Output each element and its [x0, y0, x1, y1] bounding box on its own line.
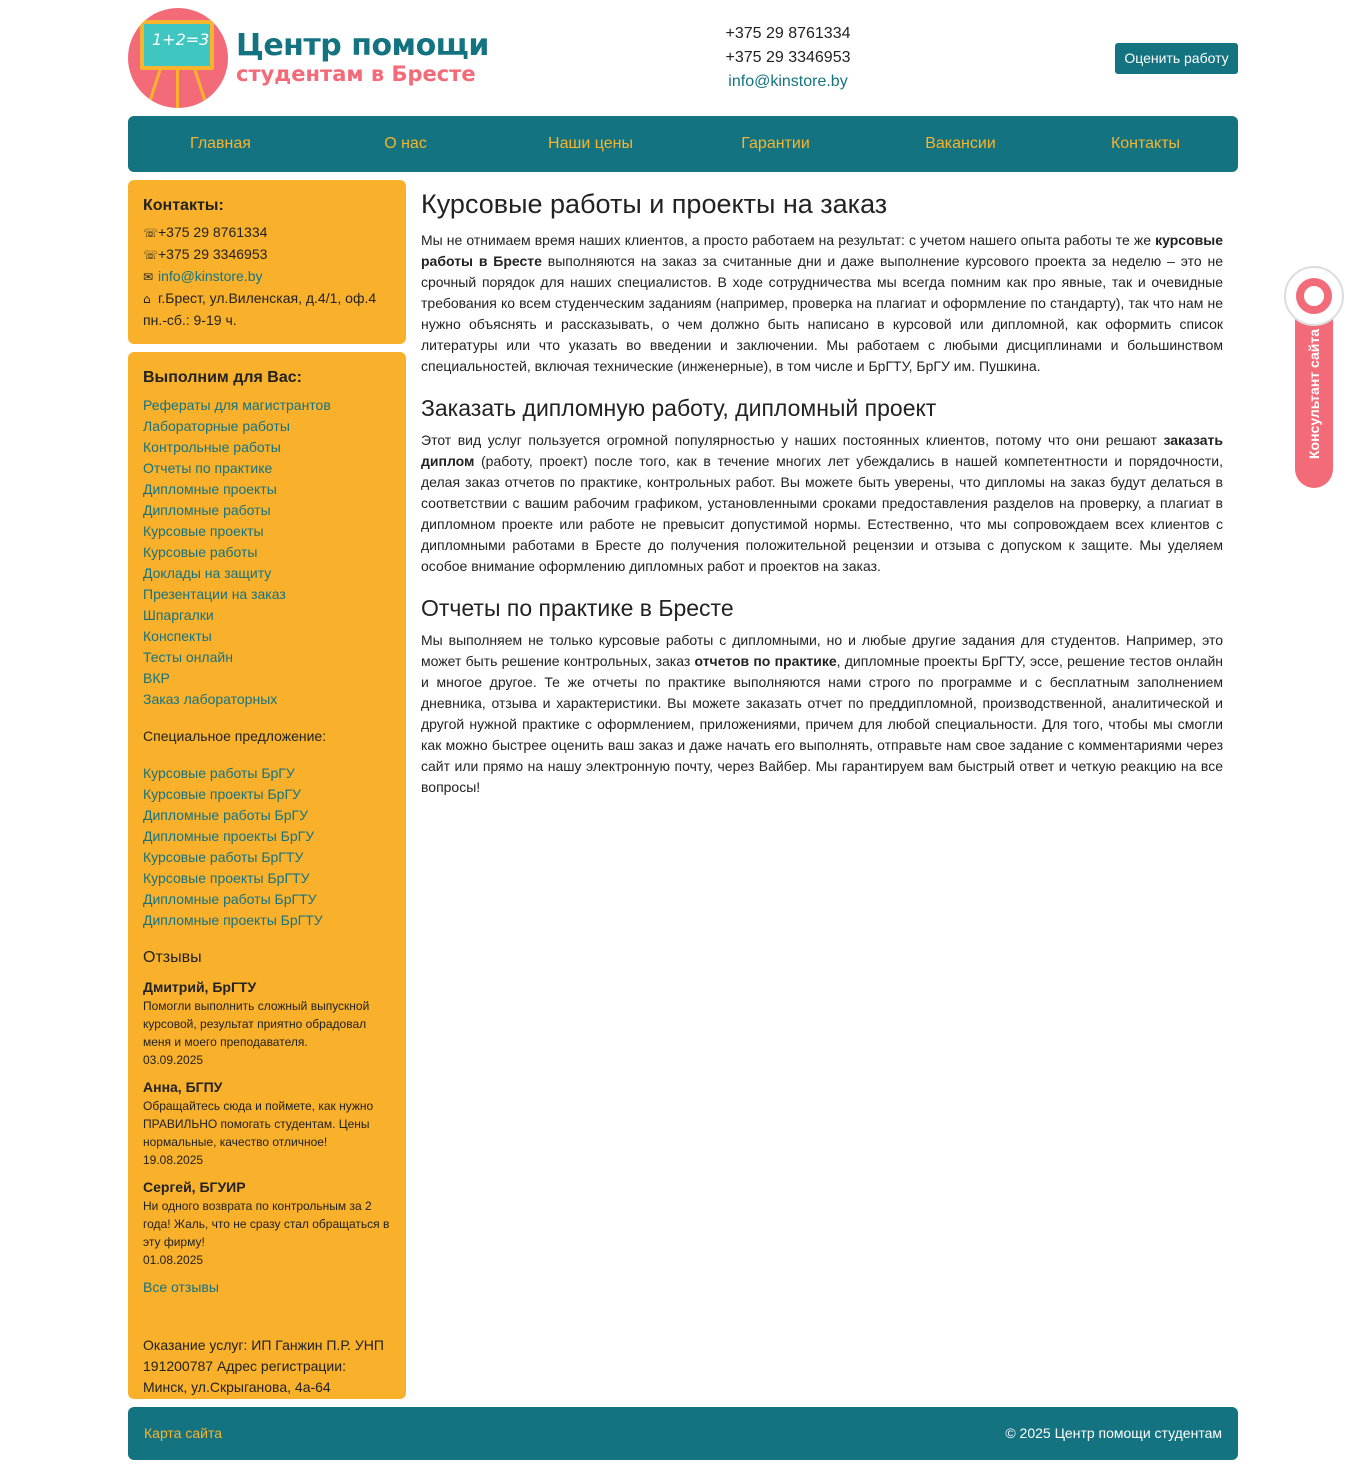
review-date: 01.08.2025 — [143, 1253, 204, 1267]
bold-keyword: заказать диплом — [421, 432, 1223, 469]
contact-hours: пн.-сб.: 9-19 ч. — [143, 312, 237, 328]
special-offer-link[interactable]: Дипломные работы БрГУ — [143, 807, 308, 823]
review-author: Сергей, БГУИР — [143, 1179, 246, 1195]
intro-paragraph: Мы не отнимаем время наших клиентов, а просто работаем на результат: с учетом нашего опыта работы те же курсовые работы в Бресте выполняются на заказ за считанные дни и даже выполнение курсового проекта за неделю – это не срочный порядок для наших специалистов. В ходе сотрудничества мы всегда помним как про явные, так и очевидные требования ко всем студенческим заданиям (например, проверка на плагиат и оформление по стандарту), так что нам не нужно объяснять и рассказывать, о чем должно быть написано в курсовой или дипломной, как оформить список литературы или что указать во введении и заключении. Мы работаем с любыми дисциплинами и большинством специальностей, включая технические (инженерные), в том числе и БрГТУ, БрГУ им. Пушкина. — [421, 232, 1224, 374]
page-title: Курсовые работы и проекты на заказ — [421, 189, 888, 219]
service-link[interactable]: Доклады на защиту — [143, 565, 272, 581]
site-header — [128, 8, 1238, 108]
service-link[interactable]: Конспекты — [143, 628, 212, 644]
nav-item-about[interactable]: О нас — [384, 135, 427, 152]
legal-info: Оказание услуг: ИП Ганжин П.Р. УНП 191200787 Адрес регистрации: Минск, ул.Скрыганова, 4а-64 — [143, 1337, 384, 1395]
contact-phone-2[interactable]: +375 29 3346953 — [158, 246, 268, 262]
phone-icon: ☏ — [143, 226, 159, 240]
review-author: Дмитрий, БрГТУ — [143, 979, 257, 995]
contact-email-link[interactable]: info@kinstore.by — [158, 268, 263, 284]
contact-phone-1-row — [143, 222, 391, 244]
sidebar-services — [128, 352, 406, 1399]
service-link[interactable]: Контрольные работы — [143, 439, 281, 455]
special-offer-link[interactable]: Дипломные проекты БрГУ — [143, 828, 315, 844]
contact-phone-1[interactable]: +375 29 8761334 — [158, 224, 268, 240]
ring-icon — [1296, 278, 1332, 314]
bold-keyword: курсовые работы в Бресте — [421, 232, 1223, 269]
header-contacts — [688, 22, 888, 94]
chalkboard-icon — [140, 20, 214, 70]
service-link[interactable]: Шпаргалки — [143, 607, 214, 623]
contact-email-row — [143, 266, 391, 288]
main-content — [421, 186, 1223, 798]
contacts-title: Контакты: — [143, 197, 224, 214]
review-date: 03.09.2025 — [143, 1053, 204, 1067]
service-link[interactable]: Презентации на заказ — [143, 586, 286, 602]
special-offer-link[interactable]: Курсовые проекты БрГУ — [143, 786, 301, 802]
site-title[interactable]: Центр помощи — [236, 28, 489, 63]
nav-item-home[interactable]: Главная — [190, 135, 251, 152]
service-link[interactable]: Отчеты по практике — [143, 460, 273, 476]
contact-address: г.Брест, ул.Виленская, д.4/1, оф.4 — [158, 290, 377, 306]
envelope-icon: ✉ — [143, 270, 154, 284]
header-email-link[interactable]: info@kinstore.by — [728, 73, 848, 90]
bold-keyword: отчетов по практике — [694, 653, 837, 669]
consultant-label[interactable]: Консультант сайта — [1306, 328, 1322, 460]
easel-leg — [193, 69, 209, 108]
service-link[interactable]: Рефераты для магистрантов — [143, 397, 331, 413]
service-link[interactable]: Заказ лабораторных — [143, 691, 278, 707]
nav-item-contacts[interactable]: Контакты — [1110, 135, 1181, 152]
review-text: Ни одного возврата по контрольным за 2 года! Жаль, что не сразу стал обращаться в эту фирму! — [143, 1199, 390, 1249]
special-offer-title: Специальное предложение: — [143, 728, 327, 744]
easel-leg — [176, 68, 179, 108]
service-link[interactable]: Дипломные проекты — [143, 481, 277, 497]
special-offer-link[interactable]: Курсовые работы БрГТУ — [143, 849, 304, 865]
header-phone-1[interactable]: +375 29 8761334 — [725, 25, 851, 42]
logo-icon[interactable] — [128, 8, 228, 108]
nav-item-prices[interactable]: Наши цены — [548, 135, 633, 152]
service-link[interactable]: Тесты онлайн — [143, 649, 233, 665]
main-nav — [128, 116, 1238, 172]
review-item — [143, 977, 391, 1069]
consultant-widget[interactable] — [1283, 264, 1345, 490]
review-author: Анна, БГПУ — [143, 1079, 223, 1095]
site-footer — [128, 1407, 1238, 1460]
special-offer-list — [143, 763, 391, 931]
chat-icon[interactable] — [1284, 266, 1344, 326]
rate-work-button[interactable]: Оценить работу — [1115, 43, 1238, 74]
services-list — [143, 395, 391, 710]
services-title: Выполним для Вас: — [143, 369, 302, 386]
reviews-title: Отзывы — [143, 949, 202, 966]
contact-phone-2-row — [143, 244, 391, 266]
sidebar-contacts — [128, 180, 406, 344]
site-subtitle: студентам в Бресте — [236, 62, 476, 86]
easel-leg — [145, 69, 161, 108]
sitemap-link[interactable]: Карта сайта — [144, 1425, 222, 1441]
section-heading-practice: Отчеты по практике в Бресте — [421, 595, 734, 621]
practice-paragraph: Мы выполняем не только курсовые работы с дипломными, но и любые другие задания для студентов. Например, это может быть решение контрольных, заказ отчетов по практике, дипломные проекты БрГТУ, эссе, решение тестов онлайн и многое другое. Те же отчеты по практике выполняются нами строго по программе и с бесплатным заполнением дневника, отзыва и характеристики. Вы можете заказать отчет по преддипломной, производственной, аналитической и другой нужной практике с оформлением, приложениями, причем для любой специальности. Для того, чтобы мы смогли как можно быстрее оценить ваш заказ и даже начать его выполнять, отправьте нам свое задание с комментариями через сайт или прямо на нашу электронную почту, через Вайбер. Мы гарантируем вам быстрый ответ и четкую реакцию на все вопросы! — [421, 632, 1223, 795]
review-date: 19.08.2025 — [143, 1153, 204, 1167]
logo-board-text: 1+2=3 — [152, 30, 210, 49]
diploma-paragraph: Этот вид услуг пользуется огромной популярностью у наших постоянных клиентов, потому что они решают заказать диплом (работу, проект) после того, как в течение многих лет убеждались в нашей компетентности и порядочности, делая заказ отчетов по практике, контрольных работ. Вы можете быть уверены, что дипломы на заказ будут делаться в соответствии с вашим рабочим графиком, установленными сроками предоставления разделов на проверку, а плагиат в дипломном проекте или работе не превысит допустимой нормы. Естественно, что мы сопровождаем всех клиентов с дипломными работами в Бресте до получения положительной рецензии и отзыва с допуском к защите. Мы уделяем особое внимание оформлению дипломных работ и проектов на заказ. — [421, 432, 1223, 574]
review-item — [143, 1077, 391, 1169]
home-icon: ⌂ — [143, 292, 151, 306]
service-link[interactable]: Дипломные работы — [143, 502, 271, 518]
special-offer-link[interactable]: Курсовые проекты БрГТУ — [143, 870, 310, 886]
nav-item-guarantees[interactable]: Гарантии — [741, 135, 810, 152]
nav-item-vacancies[interactable]: Вакансии — [925, 135, 996, 152]
review-text: Обращайтесь сюда и поймете, как нужно ПРАВИЛЬНО помогать студентам. Цены нормальные, качество отличное! — [143, 1099, 374, 1149]
special-offer-link[interactable]: Дипломные работы БрГТУ — [143, 891, 317, 907]
special-offer-link[interactable]: Дипломные проекты БрГТУ — [143, 912, 323, 928]
service-link[interactable]: Курсовые работы — [143, 544, 258, 560]
service-link[interactable]: Курсовые проекты — [143, 523, 264, 539]
review-item — [143, 1177, 391, 1269]
all-reviews-link[interactable]: Все отзывы — [143, 1279, 219, 1295]
section-heading-diploma: Заказать дипломную работу, дипломный проект — [421, 395, 937, 421]
copyright: © 2025 Центр помощи студентам — [1005, 1425, 1222, 1441]
service-link[interactable]: ВКР — [143, 670, 170, 686]
service-link[interactable]: Лабораторные работы — [143, 418, 290, 434]
special-offer-link[interactable]: Курсовые работы БрГУ — [143, 765, 295, 781]
contact-address-row — [143, 288, 391, 310]
review-text: Помогли выполнить сложный выпускной курсовой, результат приятно обрадовал меня и моего преподавателя. — [143, 999, 370, 1049]
header-phone-2[interactable]: +375 29 3346953 — [725, 49, 851, 66]
phone-icon: ☏ — [143, 248, 159, 262]
